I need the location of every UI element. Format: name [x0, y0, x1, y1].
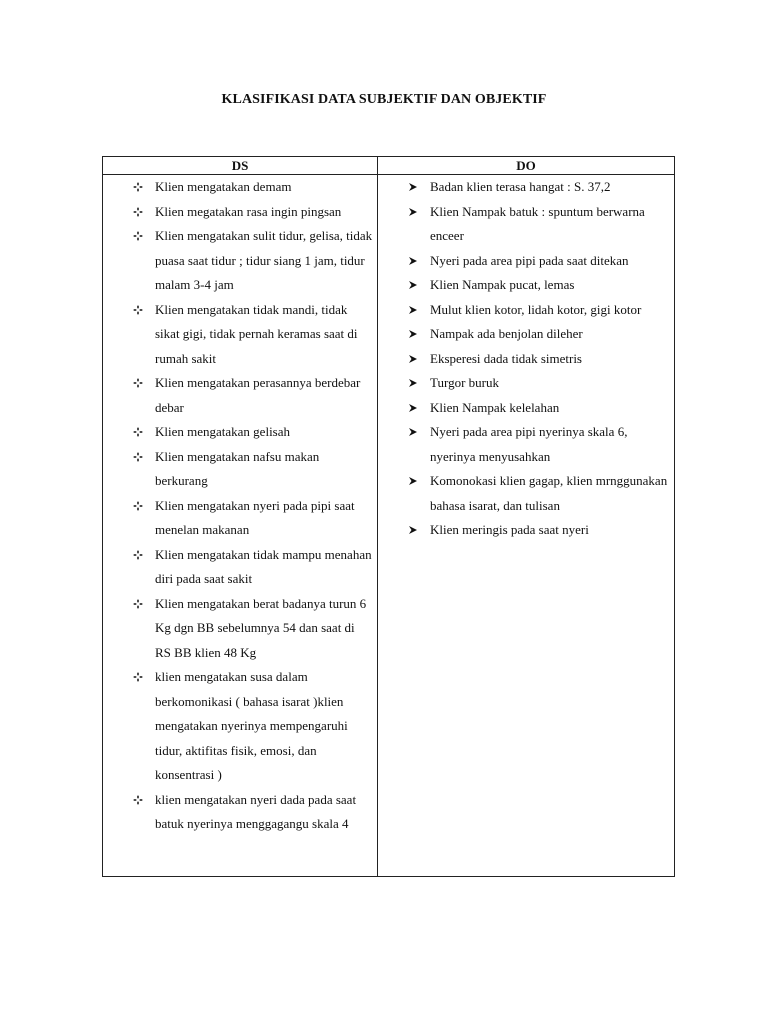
arrowhead-bullet-icon — [406, 249, 418, 274]
list-item-text: klien mengatakan susa dalam berkomonikasi ( bahasa isarat )klien mengatakan nyerinya mempengaruhi tidur, aktifitas fisik, emosi, dan konsentrasi ) — [155, 669, 348, 782]
list-item — [103, 420, 377, 445]
list-item — [103, 665, 377, 788]
header-ds: DS — [103, 157, 378, 175]
list-item-text: Nampak ada benjolan dileher — [430, 326, 583, 341]
four-diamond-bullet-icon — [131, 494, 143, 519]
arrowhead-bullet-icon — [406, 175, 418, 200]
document-title: KLASIFIKASI DATA SUBJEKTIF DAN OBJEKTIF — [221, 92, 547, 107]
do-list — [378, 175, 674, 543]
four-diamond-bullet-icon — [131, 788, 143, 813]
ds-list — [103, 175, 377, 837]
list-item — [103, 200, 377, 225]
list-item — [103, 224, 377, 298]
four-diamond-bullet-icon — [131, 175, 143, 200]
list-item-text: Klien megatakan rasa ingin pingsan — [155, 203, 342, 219]
arrowhead-bullet-icon — [406, 322, 418, 347]
list-item — [103, 371, 377, 420]
list-item — [378, 371, 674, 396]
list-item — [103, 298, 377, 372]
ds-cell — [103, 175, 378, 877]
list-item-text: Nyeri pada area pipi nyerinya skala 6, nyerinya menyusahkan — [430, 424, 628, 464]
list-item-text: Klien mengatakan berat badanya turun 6 Kg dgn BB sebelumnya 54 dan saat di RS BB klien 48 Kg — [155, 595, 367, 660]
list-item-text: Klien Nampak pucat, lemas — [430, 277, 575, 292]
list-item — [103, 543, 377, 592]
arrowhead-bullet-icon — [406, 273, 418, 298]
table-body-row — [103, 175, 675, 877]
list-item — [378, 200, 674, 249]
arrowhead-bullet-icon — [406, 469, 418, 494]
four-diamond-bullet-icon — [131, 445, 143, 470]
arrowhead-bullet-icon — [406, 518, 418, 543]
list-item-text: Turgor buruk — [430, 375, 499, 390]
arrowhead-bullet-icon — [406, 298, 418, 323]
list-item — [378, 322, 674, 347]
header-do: DO — [378, 157, 675, 175]
list-item-text: Klien mengatakan perasannya berdebar debar — [155, 375, 361, 415]
four-diamond-bullet-icon — [131, 371, 143, 396]
list-item-text: Klien mengatakan sulit tidur, gelisa, tidak puasa saat tidur ; tidur siang 1 jam, tidur malam 3-4 jam — [155, 228, 373, 292]
arrowhead-bullet-icon — [406, 347, 418, 372]
list-item-text: Klien mengatakan nyeri pada pipi saat menelan makanan — [155, 497, 355, 537]
four-diamond-bullet-icon — [131, 298, 143, 323]
arrowhead-bullet-icon — [406, 396, 418, 421]
four-diamond-bullet-icon — [131, 592, 143, 617]
list-item — [378, 518, 674, 543]
list-item — [378, 347, 674, 372]
list-item — [103, 788, 377, 837]
list-item-text: Klien Nampak kelelahan — [430, 399, 560, 415]
four-diamond-bullet-icon — [131, 224, 143, 249]
list-item-text: Komonokasi klien gagap, klien mrnggunakan bahasa isarat, dan tulisan — [430, 473, 668, 513]
do-cell — [378, 175, 675, 877]
list-item-text: Klien mengatakan demam — [155, 179, 292, 194]
list-item — [378, 469, 674, 518]
four-diamond-bullet-icon — [131, 543, 143, 568]
list-item — [378, 249, 674, 274]
list-item-text: Klien mengatakan tidak mandi, tidak sikat gigi, tidak pernah keramas saat di rumah sakit — [155, 301, 358, 366]
list-item-text: Klien meringis pada saat nyeri — [430, 522, 589, 537]
list-item-text: Klien mengatakan gelisah — [155, 424, 291, 439]
arrowhead-bullet-icon — [406, 200, 418, 225]
four-diamond-bullet-icon — [131, 665, 143, 690]
list-item-text: Mulut klien kotor, lidah kotor, gigi kotor — [430, 301, 642, 317]
table-header-row — [103, 157, 675, 175]
arrowhead-bullet-icon — [406, 371, 418, 396]
list-item-text: Klien Nampak batuk : spuntum berwarna enceer — [430, 203, 645, 243]
four-diamond-bullet-icon — [131, 420, 143, 445]
list-item-text: Eksperesi dada tidak simetris — [430, 350, 582, 366]
list-item-text: Badan klien terasa hangat : S. 37,2 — [430, 179, 611, 194]
arrowhead-bullet-icon — [406, 420, 418, 445]
list-item — [103, 494, 377, 543]
four-diamond-bullet-icon — [131, 200, 143, 225]
list-item — [378, 396, 674, 421]
list-item-text: Klien mengatakan nafsu makan berkurang — [155, 448, 320, 488]
list-item-text: Klien mengatakan tidak mampu menahan diri pada saat sakit — [155, 546, 372, 586]
list-item-text: klien mengatakan nyeri dada pada saat batuk nyerinya menggagangu skala 4 — [155, 791, 357, 831]
list-item — [103, 445, 377, 494]
list-item-text: Nyeri pada area pipi pada saat ditekan — [430, 252, 629, 268]
list-item — [103, 592, 377, 666]
list-item — [378, 420, 674, 469]
list-item — [103, 175, 377, 200]
list-item — [378, 175, 674, 200]
classification-table — [102, 156, 675, 877]
list-item — [378, 298, 674, 323]
list-item — [378, 273, 674, 298]
